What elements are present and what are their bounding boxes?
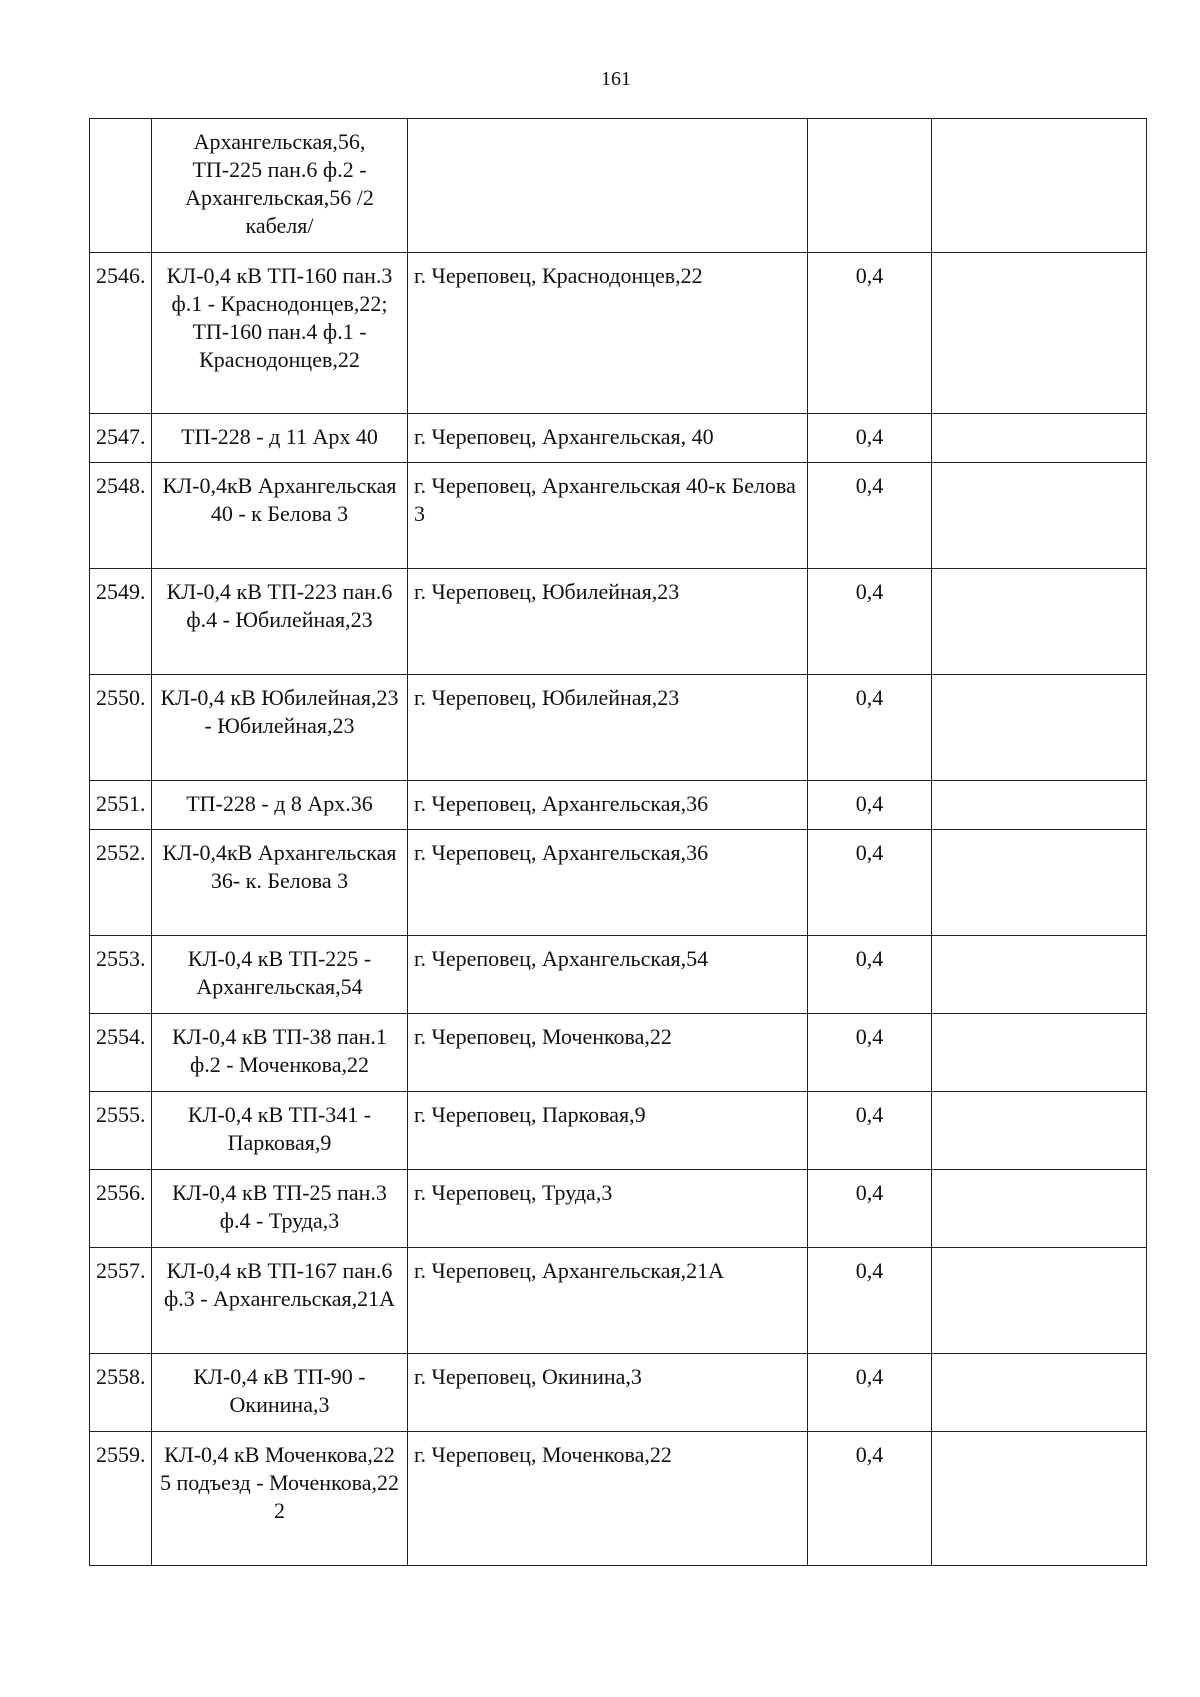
note-cell bbox=[932, 414, 1147, 463]
row-number-cell: 2555. bbox=[90, 1092, 152, 1170]
line-name-cell: КЛ-0,4 кВ ТП-90 - Окинина,3 bbox=[152, 1354, 408, 1432]
address-cell: г. Череповец, Краснодонцев,22 bbox=[408, 253, 808, 414]
line-name-cell: КЛ-0,4 кВ ТП-167 пан.6 ф.3 - Архангельская,21А bbox=[152, 1248, 408, 1354]
voltage-cell: 0,4 bbox=[808, 569, 932, 675]
note-cell bbox=[932, 781, 1147, 830]
note-cell bbox=[932, 253, 1147, 414]
table-row bbox=[90, 414, 1147, 463]
note-cell bbox=[932, 936, 1147, 1014]
note-cell bbox=[932, 463, 1147, 569]
line-name-cell: КЛ-0,4 кВ Юбилейная,23 - Юбилейная,23 bbox=[152, 675, 408, 781]
row-number-cell: 2559. bbox=[90, 1432, 152, 1566]
line-name-cell: КЛ-0,4 кВ ТП-38 пан.1 ф.2 - Моченкова,22 bbox=[152, 1014, 408, 1092]
line-name-cell: Архангельская,56, ТП-225 пан.6 ф.2 - Архангельская,56 /2 кабеля/ bbox=[152, 119, 408, 253]
voltage-cell: 0,4 bbox=[808, 253, 932, 414]
note-cell bbox=[932, 1170, 1147, 1248]
address-cell: г. Череповец, Архангельская,36 bbox=[408, 781, 808, 830]
registry-table bbox=[89, 118, 1147, 1566]
row-number-cell: 2552. bbox=[90, 830, 152, 936]
line-name-cell: КЛ-0,4 кВ ТП-160 пан.3 ф.1 - Краснодонцев,22; ТП-160 пан.4 ф.1 - Краснодонцев,22 bbox=[152, 253, 408, 414]
row-number-cell bbox=[90, 119, 152, 253]
address-cell: г. Череповец, Архангельская,36 bbox=[408, 830, 808, 936]
table-row bbox=[90, 569, 1147, 675]
address-cell: г. Череповец, Архангельская,21А bbox=[408, 1248, 808, 1354]
line-name-cell: ТП-228 - д 11 Арх 40 bbox=[152, 414, 408, 463]
voltage-cell: 0,4 bbox=[808, 936, 932, 1014]
row-number-cell: 2549. bbox=[90, 569, 152, 675]
voltage-cell: 0,4 bbox=[808, 1170, 932, 1248]
table-row bbox=[90, 253, 1147, 414]
note-cell bbox=[932, 119, 1147, 253]
table-row bbox=[90, 1092, 1147, 1170]
voltage-cell: 0,4 bbox=[808, 1092, 932, 1170]
voltage-cell: 0,4 bbox=[808, 414, 932, 463]
table-row bbox=[90, 936, 1147, 1014]
row-number-cell: 2554. bbox=[90, 1014, 152, 1092]
row-number-cell: 2558. bbox=[90, 1354, 152, 1432]
table-row bbox=[90, 781, 1147, 830]
row-number-cell: 2551. bbox=[90, 781, 152, 830]
address-cell: г. Череповец, Парковая,9 bbox=[408, 1092, 808, 1170]
address-cell bbox=[408, 119, 808, 253]
note-cell bbox=[932, 830, 1147, 936]
line-name-cell: КЛ-0,4 кВ Моченкова,22 5 подъезд - Моченкова,22 2 bbox=[152, 1432, 408, 1566]
address-cell: г. Череповец, Юбилейная,23 bbox=[408, 569, 808, 675]
note-cell bbox=[932, 675, 1147, 781]
voltage-cell: 0,4 bbox=[808, 1432, 932, 1566]
address-cell: г. Череповец, Моченкова,22 bbox=[408, 1014, 808, 1092]
registry-table-body bbox=[90, 119, 1147, 1566]
address-cell: г. Череповец, Труда,3 bbox=[408, 1170, 808, 1248]
address-cell: г. Череповец, Моченкова,22 bbox=[408, 1432, 808, 1566]
note-cell bbox=[932, 1354, 1147, 1432]
note-cell bbox=[932, 569, 1147, 675]
page-number: 161 bbox=[601, 68, 631, 90]
line-name-cell: КЛ-0,4кВ Архангельская 40 - к Белова 3 bbox=[152, 463, 408, 569]
row-number-cell: 2548. bbox=[90, 463, 152, 569]
row-number-cell: 2547. bbox=[90, 414, 152, 463]
voltage-cell: 0,4 bbox=[808, 1014, 932, 1092]
table-row bbox=[90, 119, 1147, 253]
table-row bbox=[90, 1014, 1147, 1092]
line-name-cell: ТП-228 - д 8 Арх.36 bbox=[152, 781, 408, 830]
row-number-cell: 2546. bbox=[90, 253, 152, 414]
note-cell bbox=[932, 1432, 1147, 1566]
table-row bbox=[90, 463, 1147, 569]
voltage-cell: 0,4 bbox=[808, 781, 932, 830]
row-number-cell: 2550. bbox=[90, 675, 152, 781]
line-name-cell: КЛ-0,4кВ Архангельская 36- к. Белова 3 bbox=[152, 830, 408, 936]
address-cell: г. Череповец, Юбилейная,23 bbox=[408, 675, 808, 781]
note-cell bbox=[932, 1014, 1147, 1092]
voltage-cell: 0,4 bbox=[808, 675, 932, 781]
note-cell bbox=[932, 1092, 1147, 1170]
table-row bbox=[90, 830, 1147, 936]
address-cell: г. Череповец, Архангельская 40-к Белова 3 bbox=[408, 463, 808, 569]
table-row bbox=[90, 1248, 1147, 1354]
table-row bbox=[90, 675, 1147, 781]
address-cell: г. Череповец, Архангельская,54 bbox=[408, 936, 808, 1014]
line-name-cell: КЛ-0,4 кВ ТП-223 пан.6 ф.4 - Юбилейная,23 bbox=[152, 569, 408, 675]
voltage-cell: 0,4 bbox=[808, 1354, 932, 1432]
line-name-cell: КЛ-0,4 кВ ТП-225 - Архангельская,54 bbox=[152, 936, 408, 1014]
line-name-cell: КЛ-0,4 кВ ТП-341 - Парковая,9 bbox=[152, 1092, 408, 1170]
voltage-cell: 0,4 bbox=[808, 463, 932, 569]
row-number-cell: 2557. bbox=[90, 1248, 152, 1354]
row-number-cell: 2556. bbox=[90, 1170, 152, 1248]
voltage-cell: 0,4 bbox=[808, 1248, 932, 1354]
line-name-cell: КЛ-0,4 кВ ТП-25 пан.3 ф.4 - Труда,3 bbox=[152, 1170, 408, 1248]
table-row bbox=[90, 1354, 1147, 1432]
voltage-cell bbox=[808, 119, 932, 253]
table-row bbox=[90, 1432, 1147, 1566]
row-number-cell: 2553. bbox=[90, 936, 152, 1014]
address-cell: г. Череповец, Архангельская, 40 bbox=[408, 414, 808, 463]
voltage-cell: 0,4 bbox=[808, 830, 932, 936]
address-cell: г. Череповец, Окинина,3 bbox=[408, 1354, 808, 1432]
table-row bbox=[90, 1170, 1147, 1248]
note-cell bbox=[932, 1248, 1147, 1354]
